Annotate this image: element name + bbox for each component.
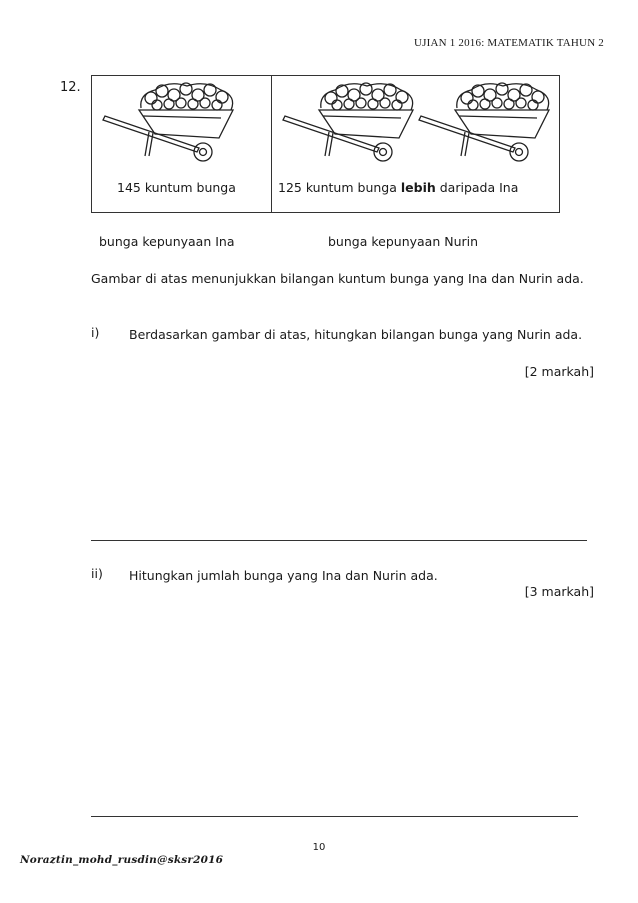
figure-divider [271, 75, 272, 213]
question-instruction: Gambar di atas menunjukkan bilangan kuntum bunga yang Ina dan Nurin ada. [91, 271, 584, 286]
wheelbarrow-with-flowers-icon [99, 76, 249, 166]
part-2-number: ii) [91, 566, 103, 581]
ina-flower-caption: 145 kuntum bunga [117, 180, 236, 195]
part-1-text: Berdasarkan gambar di atas, hitungkan bilangan bunga yang Nurin ada. [129, 327, 583, 342]
wheelbarrow-with-flowers-icon [415, 76, 565, 166]
page-number: 10 [312, 842, 326, 853]
part-2-answer-line[interactable] [91, 816, 578, 817]
wheelbarrow-with-flowers-icon [279, 76, 429, 166]
part-1-answer-line[interactable] [91, 540, 587, 541]
nurin-owner-label: bunga kepunyaan Nurin [328, 234, 479, 249]
question-number: 12. [60, 80, 81, 95]
nurin-caption-post: daripada Ina [435, 180, 519, 195]
nurin-caption-pre: 125 kuntum bunga [278, 180, 401, 195]
ina-owner-label: bunga kepunyaan Ina [99, 234, 235, 249]
author-signature: Noraztin_mohd_rusdin@sksr2016 [20, 854, 224, 866]
nurin-flower-caption [278, 180, 518, 195]
part-2-text: Hitungkan jumlah bunga yang Ina dan Nurin ada. [129, 568, 438, 583]
page-header-title: UJIAN 1 2016: MATEMATIK TAHUN 2 [414, 37, 604, 49]
nurin-caption-bold: lebih [400, 180, 436, 195]
part-2-marks: [3 markah] [524, 584, 594, 599]
part-1-marks: [2 markah] [524, 364, 594, 379]
part-1-number: i) [91, 325, 100, 340]
